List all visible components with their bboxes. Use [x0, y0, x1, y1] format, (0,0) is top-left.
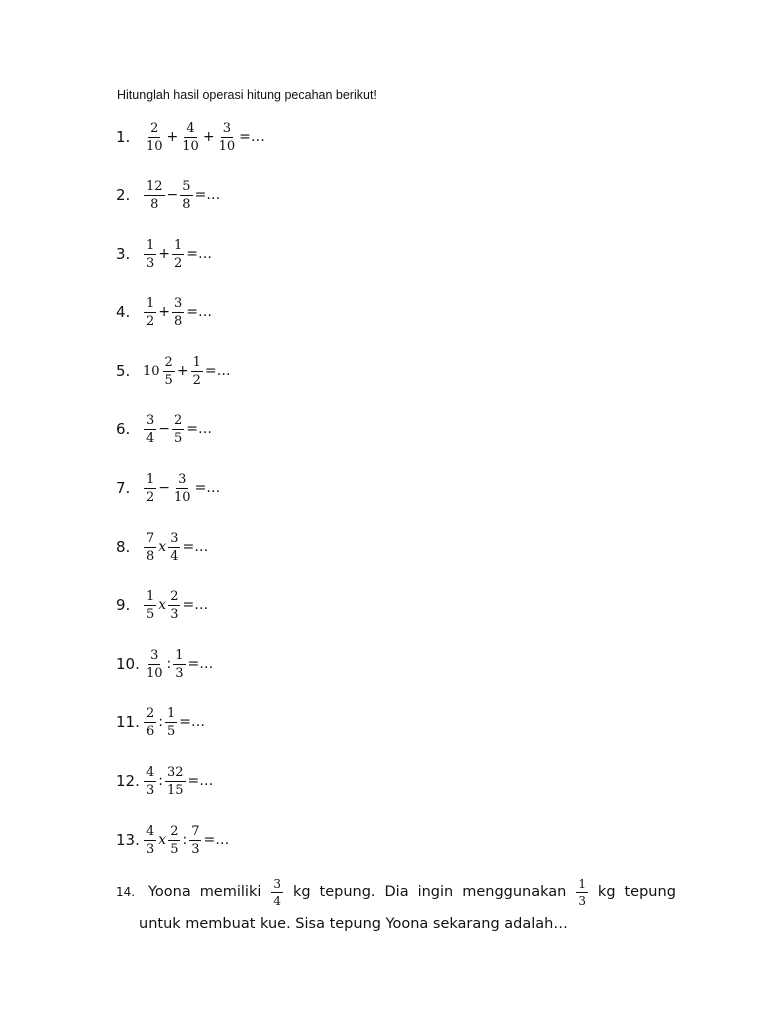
numerator: 4	[186, 120, 195, 136]
problem-expression	[143, 180, 220, 211]
operator: −	[158, 421, 171, 437]
equals-ellipsis: =…	[187, 656, 214, 672]
equals-ellipsis: =…	[204, 363, 231, 379]
numerator: 2	[150, 120, 159, 136]
word: tepung.	[319, 883, 376, 900]
numerator: 3	[170, 530, 179, 546]
multiply-operator: x	[158, 597, 167, 613]
denominator: 3	[146, 255, 155, 271]
fraction	[168, 590, 180, 621]
denominator: 3	[175, 665, 184, 681]
operator: :	[158, 714, 163, 730]
problem-number: 7.	[116, 479, 131, 497]
problem-7	[116, 468, 220, 508]
denominator: 10	[146, 138, 163, 154]
fraction	[189, 825, 201, 856]
fraction	[144, 766, 156, 797]
denominator: 10	[218, 138, 236, 154]
word-problem-14	[116, 874, 676, 939]
denominator: 3	[146, 841, 155, 857]
problem-expression	[143, 297, 212, 328]
operator: −	[158, 480, 171, 496]
problem-12	[116, 761, 213, 801]
denominator: 5	[174, 430, 183, 446]
fraction	[144, 590, 156, 621]
denominator: 3	[170, 606, 179, 622]
fraction	[144, 707, 156, 738]
equals-ellipsis: =…	[186, 304, 213, 320]
fraction	[172, 297, 184, 328]
equals-ellipsis: =…	[186, 421, 213, 437]
denominator: 2	[146, 489, 155, 505]
numerator: 12	[146, 178, 163, 194]
numerator: 2	[170, 823, 179, 839]
problem-expression	[143, 766, 213, 797]
problem-number: 9.	[116, 596, 131, 614]
problem-number: 6.	[116, 420, 131, 438]
denominator: 10	[174, 489, 191, 505]
operator: :	[158, 773, 163, 789]
word: Dia	[384, 883, 409, 900]
word: kg	[292, 883, 311, 900]
word: tepung	[624, 883, 676, 900]
denominator: 5	[164, 372, 173, 388]
operator: +	[176, 363, 189, 379]
numerator: 2	[170, 588, 179, 604]
denominator: 8	[182, 196, 191, 212]
problem-8	[116, 527, 208, 567]
word: menggunakan	[462, 883, 567, 900]
numerator: 1	[146, 471, 155, 487]
denominator: 10	[182, 138, 199, 154]
problem-number: 13.	[116, 831, 140, 849]
problem-expression	[143, 590, 208, 621]
problem-number: 10.	[116, 655, 140, 673]
problem-10	[116, 644, 213, 684]
problem-number: 5.	[116, 362, 131, 380]
fraction	[172, 473, 193, 504]
fraction	[191, 356, 203, 387]
numerator: 3	[222, 120, 231, 136]
equals-ellipsis: =…	[187, 773, 214, 789]
fraction	[172, 414, 184, 445]
numerator: 5	[182, 178, 191, 194]
denominator: 8	[146, 548, 155, 564]
fraction	[144, 414, 156, 445]
denominator: 3	[146, 782, 155, 798]
numerator: 3	[146, 412, 155, 428]
numerator: 1	[146, 295, 155, 311]
problem-expression	[143, 825, 229, 856]
numerator: 2	[146, 705, 155, 721]
denominator: 3	[191, 841, 200, 857]
denominator: 4	[273, 893, 281, 908]
fraction	[180, 180, 192, 211]
numerator: 1	[175, 647, 184, 663]
problem-number: 1.	[116, 128, 131, 146]
fraction	[168, 532, 180, 563]
fraction	[165, 707, 177, 738]
numerator: 7	[191, 823, 200, 839]
problem-number: 11.	[116, 713, 140, 731]
fraction	[144, 649, 165, 680]
denominator: 3	[578, 893, 586, 908]
operator: :	[182, 832, 188, 848]
numerator: 7	[146, 530, 155, 546]
equals-ellipsis: =…	[182, 539, 209, 555]
problem-number: 2.	[116, 186, 131, 204]
operator: −	[166, 187, 179, 203]
denominator: 8	[150, 196, 159, 212]
operator: :	[166, 656, 172, 672]
problem-2	[116, 175, 220, 215]
numerator: 1	[146, 588, 155, 604]
fraction	[144, 122, 165, 153]
problem-expression	[143, 649, 213, 680]
denominator: 6	[146, 723, 155, 739]
equals-ellipsis: =…	[179, 714, 206, 730]
numerator: 2	[174, 412, 183, 428]
problem-1	[116, 117, 265, 157]
numerator: 1	[146, 237, 155, 253]
fraction	[165, 766, 186, 797]
fraction	[180, 122, 201, 153]
operator: +	[158, 304, 171, 320]
numerator: 2	[164, 354, 173, 370]
fraction	[576, 878, 588, 907]
problem-13	[116, 820, 229, 860]
numerator: 3	[150, 647, 159, 663]
numerator: 4	[146, 764, 155, 780]
multiply-operator: x	[158, 539, 167, 555]
problem-expression	[143, 122, 265, 153]
denominator: 2	[146, 313, 155, 329]
instruction-text: Hitunglah hasil operasi hitung pecahan berikut!	[117, 88, 377, 102]
problem-5	[116, 351, 231, 391]
numerator: 1	[578, 876, 586, 891]
numerator: 3	[178, 471, 187, 487]
problem-3	[116, 234, 212, 274]
fraction	[163, 356, 175, 387]
fraction	[144, 239, 156, 270]
fraction	[217, 122, 238, 153]
numerator: 1	[174, 237, 183, 253]
fraction	[172, 239, 184, 270]
numerator: 1	[192, 354, 201, 370]
equals-ellipsis: =…	[203, 832, 230, 848]
denominator: 8	[174, 313, 183, 329]
problem-number: 3.	[116, 245, 131, 263]
problem-number: 4.	[116, 303, 131, 321]
fraction	[144, 180, 165, 211]
denominator: 2	[192, 372, 201, 388]
numerator: 32	[167, 764, 184, 780]
equals-ellipsis: =…	[239, 129, 265, 145]
multiply-operator: x	[158, 832, 167, 848]
numerator: 1	[167, 705, 176, 721]
word-problem-line-1	[116, 874, 676, 910]
denominator: 5	[170, 841, 179, 857]
problem-expression	[143, 414, 212, 445]
denominator: 4	[170, 548, 179, 564]
problem-6	[116, 409, 212, 449]
word: kg	[597, 883, 616, 900]
problem-number: 12.	[116, 772, 140, 790]
whole-number: 10	[143, 363, 160, 379]
problem-11	[116, 702, 205, 742]
fraction	[168, 825, 180, 856]
denominator: 5	[146, 606, 155, 622]
word-problem-line-2: untuk membuat kue. Sisa tepung Yoona sekarang adalah…	[139, 916, 568, 932]
denominator: 4	[146, 430, 155, 446]
operator: +	[158, 246, 171, 262]
problem-9	[116, 585, 208, 625]
fraction	[144, 532, 156, 563]
word: memiliki	[199, 883, 262, 900]
denominator: 5	[167, 723, 176, 739]
denominator: 15	[167, 782, 184, 798]
operator: +	[202, 129, 215, 145]
problem-expression	[143, 707, 205, 738]
fraction	[144, 825, 156, 856]
problem-expression	[143, 473, 220, 504]
numerator: 3	[174, 295, 183, 311]
numerator: 3	[273, 876, 281, 891]
numerator: 4	[146, 823, 155, 839]
problem-expression	[143, 239, 212, 270]
word-problem-number: 14.	[116, 884, 136, 899]
denominator: 10	[146, 665, 163, 681]
denominator: 2	[174, 255, 183, 271]
equals-ellipsis: =…	[182, 597, 209, 613]
equals-ellipsis: =…	[186, 246, 213, 262]
operator: +	[166, 129, 179, 145]
problem-number: 8.	[116, 538, 131, 556]
word: ingin	[417, 883, 454, 900]
problem-4	[116, 292, 212, 332]
fraction	[173, 649, 185, 680]
fraction	[271, 878, 283, 907]
word: Yoona	[147, 883, 191, 900]
equals-ellipsis: =…	[194, 187, 221, 203]
problem-expression	[143, 356, 231, 387]
problem-expression	[143, 532, 208, 563]
fraction	[144, 297, 156, 328]
fraction	[144, 473, 156, 504]
equals-ellipsis: =…	[194, 480, 221, 496]
